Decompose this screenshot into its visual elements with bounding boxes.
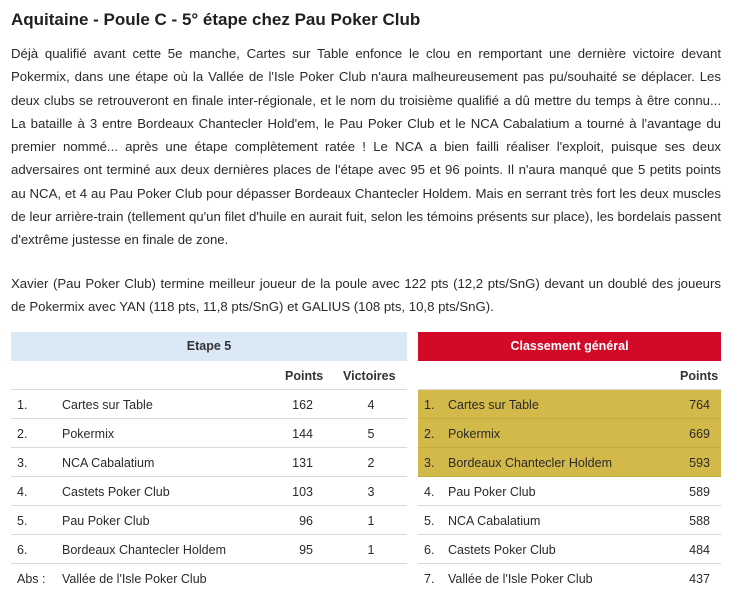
classement-table [418, 332, 721, 593]
row-club: NCA Cabalatium [62, 456, 155, 470]
row-club: Pokermix [62, 427, 115, 441]
row-points: 764 [689, 398, 710, 412]
etape-col-victoires: Victoires [343, 369, 396, 383]
table-row [11, 535, 407, 564]
row-victoires: 5 [367, 427, 375, 441]
row-club: Pau Poker Club [448, 485, 536, 499]
article-paragraph-2: Xavier (Pau Poker Club) termine meilleur joueur de la poule avec 122 pts (12,2 pts/SnG) devant un doublé des joueurs de Pokermix avec YAN (118 pts, 11,8 pts/SnG) et GALIUS (108 pts, 10,8 pts/SnG). [11, 276, 721, 315]
row-club: Vallée de l'Isle Poker Club [448, 572, 593, 586]
table-row-qualified [418, 448, 721, 477]
table-row [418, 477, 721, 506]
row-rank: 5. [17, 514, 28, 528]
row-points: 484 [689, 543, 710, 557]
etape-column-headers [11, 361, 407, 390]
row-points: 96 [299, 514, 313, 528]
row-points: 669 [689, 427, 710, 441]
article-paragraph-1: Déjà qualifié avant cette 5e manche, Cartes sur Table enfonce le clou en remportant une dernière victoire devant Pokermix, dans une étape où la Vallée de l'Isle Poker Club n'aura malheureusement pas pu/souhaité se déplacer. Les deux clubs se retrouveront en finale inter-régionale, et le nom du troisième qualifié a dû mettre du temps à être connu... La bataille à 3 entre Bordeaux Chantecler Hold'em, le Pau Poker Club et le NCA Cabalatium a tourné à l'avantage du premier nommé... après une étape complètement ratée ! Le NCA a bien failli réaliser l'exploit, puisque ses deux adversaires ont terminé aux deux dernières places de l'étape avec 95 et 96 points. Il n'aura manqué que 5 petits points au NCA, et 4 au Pau Poker Club pour dépasser Bordeaux Chantecler Holdem. Mais en serrant très fort les deux muscles de leur arrière-train (tellement qu'un filet d'huile en aurait fuit, selon les témoins présents sur place), les bordelais passent d'extrême justesse en finale de zone. [11, 46, 721, 248]
row-points: 593 [689, 456, 710, 470]
row-victoires: 3 [367, 485, 375, 499]
row-club: Castets Poker Club [62, 485, 170, 499]
classement-col-points: Points [680, 369, 719, 383]
classement-table-header: Classement général [418, 332, 721, 361]
table-row [11, 448, 407, 477]
row-rank: 4. [17, 485, 28, 499]
row-points: 144 [292, 427, 313, 441]
row-points: 103 [292, 485, 313, 499]
row-points: 162 [292, 398, 313, 412]
row-club: Cartes sur Table [62, 398, 153, 412]
table-row [11, 477, 407, 506]
row-club: Vallée de l'Isle Poker Club [62, 572, 207, 586]
row-rank: 2. [424, 427, 435, 441]
row-rank: 3. [17, 456, 28, 470]
table-row [418, 564, 721, 593]
table-row-qualified [418, 390, 721, 419]
row-victoires: 1 [367, 543, 375, 557]
row-club: Cartes sur Table [448, 398, 539, 412]
row-rank: 4. [424, 485, 435, 499]
table-row [418, 535, 721, 564]
table-row [418, 506, 721, 535]
row-rank: 2. [17, 427, 28, 441]
article-title: Aquitaine - Poule C - 5° étape chez Pau Poker Club [11, 10, 421, 29]
etape-table-header: Etape 5 [11, 332, 407, 361]
row-club: NCA Cabalatium [448, 514, 541, 528]
row-rank: 6. [424, 543, 435, 557]
table-row [11, 390, 407, 419]
etape-col-points: Points [285, 369, 324, 383]
row-points: 437 [689, 572, 710, 586]
classement-column-headers [418, 361, 721, 390]
row-rank: Abs : [17, 572, 46, 586]
row-rank: 6. [17, 543, 28, 557]
row-points: 588 [689, 514, 710, 528]
table-row [11, 506, 407, 535]
table-row [11, 564, 407, 593]
row-club: Castets Poker Club [448, 543, 556, 557]
row-points: 131 [292, 456, 313, 470]
row-club: Bordeaux Chantecler Holdem [62, 543, 226, 557]
row-points: 589 [689, 485, 710, 499]
row-club: Pokermix [448, 427, 501, 441]
row-points: 95 [299, 543, 313, 557]
row-rank: 3. [424, 456, 435, 470]
row-rank: 7. [424, 572, 435, 586]
row-rank: 1. [17, 398, 28, 412]
row-rank: 5. [424, 514, 435, 528]
table-row-qualified [418, 419, 721, 448]
row-club: Pau Poker Club [62, 514, 150, 528]
row-victoires: 4 [367, 398, 375, 412]
table-row [11, 419, 407, 448]
etape-table [11, 332, 407, 593]
row-rank: 1. [424, 398, 435, 412]
row-victoires: 2 [367, 456, 375, 470]
row-club: Bordeaux Chantecler Holdem [448, 456, 612, 470]
row-victoires: 1 [367, 514, 375, 528]
